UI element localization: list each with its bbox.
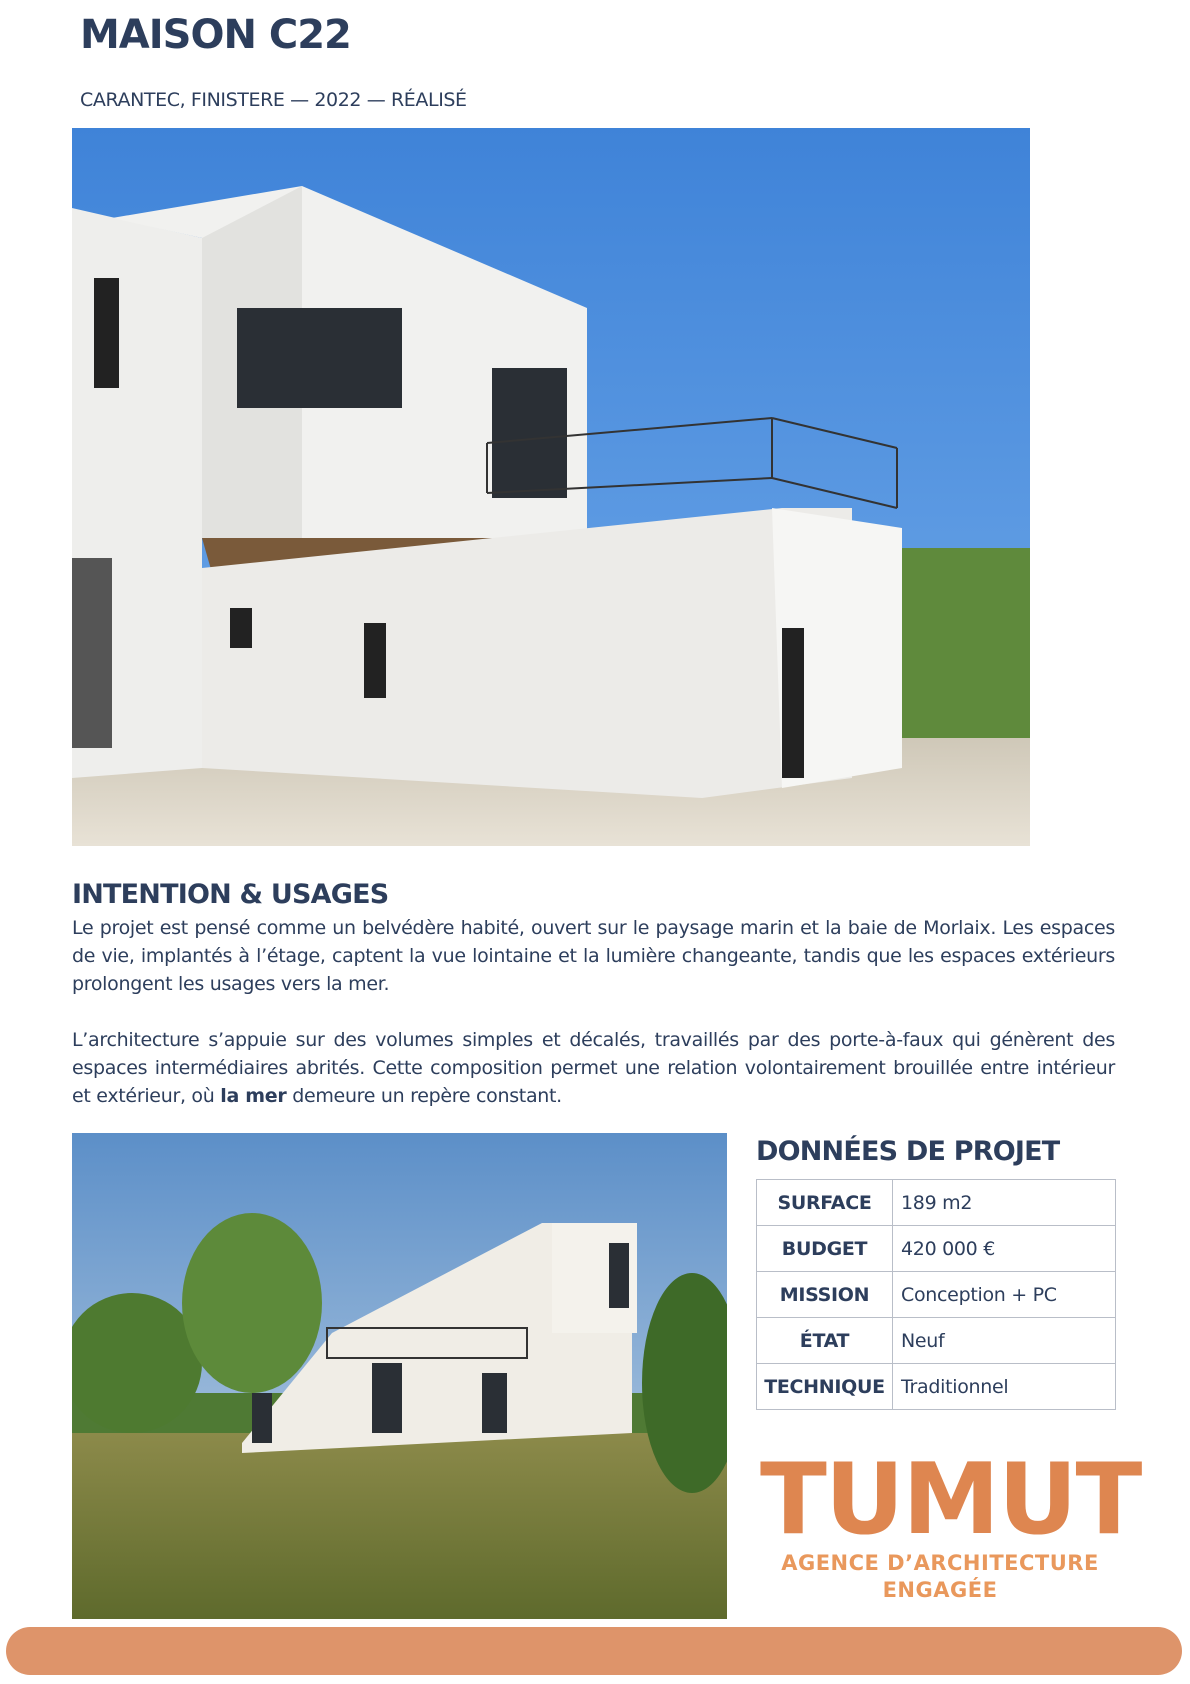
row-key: ÉTAT xyxy=(757,1318,893,1364)
house-photo-landscape xyxy=(72,1133,727,1619)
table-row xyxy=(757,1226,1116,1272)
house-photo-main xyxy=(72,128,1030,846)
project-data-table xyxy=(756,1179,1116,1410)
table-row xyxy=(757,1272,1116,1318)
text: demeure un repère constant. xyxy=(286,1085,562,1107)
page-title: MAISON C22 xyxy=(80,12,351,58)
table-row xyxy=(757,1180,1116,1226)
intention-heading: INTENTION & USAGES xyxy=(72,879,389,910)
intention-paragraph-2 xyxy=(72,1026,1115,1110)
agency-logo xyxy=(760,1443,1141,1604)
row-key: BUDGET xyxy=(757,1226,893,1272)
row-key: MISSION xyxy=(757,1272,893,1318)
intention-paragraph-1: Le projet est pensé comme un belvédère habité, ouvert sur le paysage marin et la baie de Morlaix. Les espaces de vie, implantés à l’étage, captent la vue lointaine et la lumière changeante, tandis que les espaces extérieurs prolongent les usages vers la mer. xyxy=(72,917,1115,995)
text: L’architecture s’appuie sur des volumes simples et décalés, travaillés par des porte-à-faux qui génèrent des espaces intermédiaires abrités. Cette composition permet une relation volontairement brouillée entre intérieur et extérieur, où xyxy=(72,1029,1115,1107)
logo-tagline-1: AGENCE D’ARCHITECTURE xyxy=(781,1551,1099,1575)
table-row xyxy=(757,1364,1116,1410)
emphasis-text: la mer xyxy=(220,1085,287,1107)
row-value: 189 m2 xyxy=(893,1180,1116,1226)
row-value: Neuf xyxy=(893,1318,1116,1364)
logo-wordmark: TUMUT xyxy=(760,1443,1141,1557)
footer-bar xyxy=(6,1627,1182,1675)
project-subtitle: CARANTEC, FINISTERE — 2022 — RÉALISÉ xyxy=(80,89,467,111)
row-value: Conception + PC xyxy=(893,1272,1116,1318)
row-value: 420 000 € xyxy=(893,1226,1116,1272)
table-row xyxy=(757,1318,1116,1364)
project-data-heading: DONNÉES DE PROJET xyxy=(756,1136,1060,1167)
logo-tagline-2: ENGAGÉE xyxy=(882,1578,998,1602)
row-key: TECHNIQUE xyxy=(757,1364,893,1410)
row-value: Traditionnel xyxy=(893,1364,1116,1410)
row-key: SURFACE xyxy=(757,1180,893,1226)
